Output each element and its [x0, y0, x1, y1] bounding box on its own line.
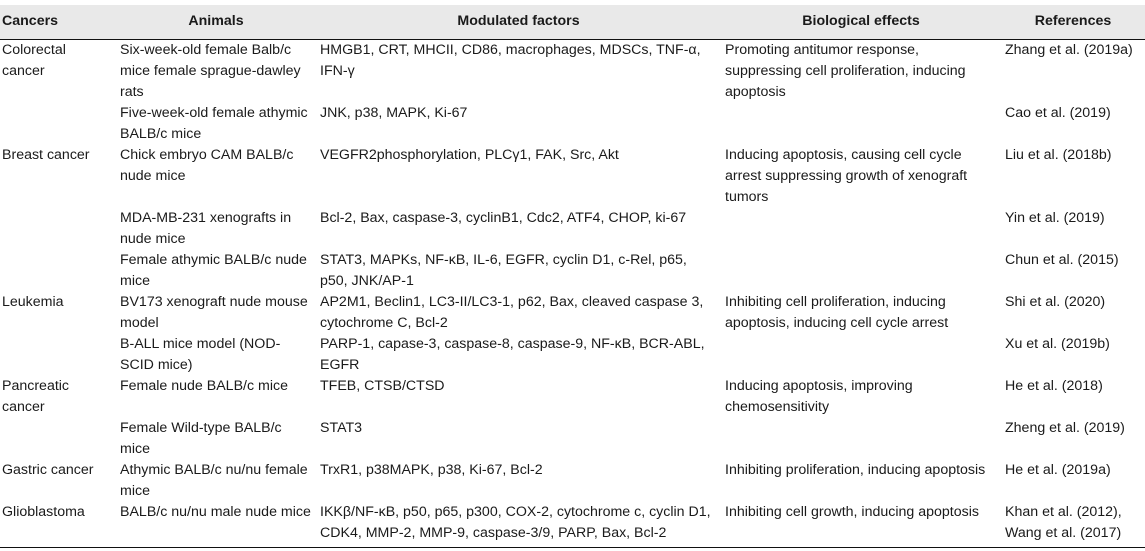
cell-factors: PARP-1, capase-3, caspase-8, caspase-9, NF-κB, BCR-ABL, EGFR — [320, 336, 705, 373]
cell-references: Shi et al. (2020) — [1005, 294, 1106, 310]
cell-animals: Female Wild-type BALB/c mice — [120, 420, 282, 457]
cell-cancer: Breast cancer — [2, 147, 90, 163]
cell-cancer — [0, 334, 116, 376]
header-cancers: Cancers — [0, 5, 116, 40]
cell-effects — [721, 208, 1001, 250]
table-row — [0, 103, 1145, 145]
header-references: References — [1001, 5, 1145, 40]
cell-cancer — [0, 208, 116, 250]
cell-references: Liu et al. (2018b) — [1005, 147, 1112, 163]
header-modulated-factors: Modulated factors — [316, 5, 721, 40]
table-row — [0, 250, 1145, 292]
cell-factors: AP2M1, Beclin1, LC3-II/LC3-1, p62, Bax, cleaved caspase 3, cytochrome C, Bcl-2 — [320, 294, 704, 331]
table-row — [0, 376, 1145, 418]
cell-animals: Chick embryo CAM BALB/c nude mice — [120, 147, 294, 184]
cell-references: Chun et al. (2015) — [1005, 252, 1119, 268]
table-row — [0, 208, 1145, 250]
cell-effects: Inducing apoptosis, improving chemosensitivity — [725, 378, 913, 415]
table-row — [0, 334, 1145, 376]
cell-references: He et al. (2019a) — [1005, 462, 1111, 478]
cell-cancer: Gastric cancer — [2, 462, 94, 478]
cell-effects: Inhibiting proliferation, inducing apoptosis — [725, 462, 986, 478]
cell-animals: B-ALL mice model (NOD-SCID mice) — [120, 336, 281, 373]
table-row — [0, 460, 1145, 502]
table-header — [0, 5, 1145, 40]
cell-cancer: Colorectal cancer — [2, 42, 66, 79]
cell-references: Yin et al. (2019) — [1005, 210, 1105, 226]
cell-cancer — [0, 418, 116, 460]
header-biological-effects: Biological effects — [721, 5, 1001, 40]
cell-effects — [721, 103, 1001, 145]
cell-animals: BV173 xenograft nude mouse model — [120, 294, 308, 331]
cell-cancer — [0, 250, 116, 292]
cell-effects — [721, 418, 1001, 460]
cell-references: Cao et al. (2019) — [1005, 105, 1111, 121]
cell-references: Xu et al. (2019b) — [1005, 336, 1110, 352]
cell-cancer: Leukemia — [2, 294, 64, 310]
cell-factors: Bcl-2, Bax, caspase-3, cyclinB1, Cdc2, ATF4, CHOP, ki-67 — [320, 210, 687, 226]
cell-references: Zheng et al. (2019) — [1005, 420, 1125, 436]
cell-factors: STAT3 — [320, 420, 363, 436]
cell-cancer — [0, 103, 116, 145]
table-row — [0, 418, 1145, 460]
cell-factors: VEGFR2phosphorylation, PLCγ1, FAK, Src, Akt — [320, 147, 619, 163]
cell-factors: HMGB1, CRT, MHCII, CD86, macrophages, MDSCs, TNF-α, IFN-γ — [320, 42, 701, 79]
cell-animals: BALB/c nu/nu male nude mice — [116, 502, 316, 548]
data-table — [0, 4, 1145, 548]
table-row — [0, 292, 1145, 334]
table-row — [0, 145, 1145, 208]
cell-references: He et al. (2018) — [1005, 378, 1103, 394]
cell-animals: Five-week-old female athymic BALB/c mice — [120, 105, 308, 142]
table-body — [0, 40, 1145, 548]
cell-cancer: Glioblastoma — [0, 502, 116, 548]
cell-factors: STAT3, MAPKs, NF-κB, IL-6, EGFR, cyclin D1, c-Rel, p65, p50, JNK/AP-1 — [320, 252, 687, 289]
cell-animals: MDA-MB-231 xenografts in nude mice — [120, 210, 292, 247]
cell-animals: Athymic BALB/c nu/nu female mice — [120, 462, 308, 499]
cell-animals: Six-week-old female Balb/c mice female sprague-dawley rats — [120, 42, 301, 100]
cell-effects — [721, 250, 1001, 292]
cell-effects: Inducing apoptosis, causing cell cycle arrest suppressing growth of xenograft tumors — [725, 147, 968, 205]
cell-factors: TFEB, CTSB/CTSD — [320, 378, 445, 394]
cell-factors: JNK, p38, MAPK, Ki-67 — [320, 105, 468, 121]
table-row — [0, 502, 1145, 548]
cell-animals: Female athymic BALB/c nude mice — [120, 252, 307, 289]
cell-effects: Inhibiting cell growth, inducing apoptosis — [721, 502, 1001, 548]
cell-references: Zhang et al. (2019a) — [1005, 42, 1133, 58]
cell-references: Khan et al. (2012), Wang et al. (2017) — [1001, 502, 1145, 548]
cell-factors: TrxR1, p38MAPK, p38, Ki-67, Bcl-2 — [320, 462, 543, 478]
header-animals: Animals — [116, 5, 316, 40]
header-row — [0, 5, 1145, 40]
cell-effects: Promoting antitumor response, suppressing cell proliferation, inducing apoptosis — [725, 42, 966, 100]
cell-effects — [721, 334, 1001, 376]
cell-animals: Female nude BALB/c mice — [120, 378, 288, 394]
table-row — [0, 40, 1145, 104]
cell-cancer: Pancreatic cancer — [2, 378, 70, 415]
cell-factors: IKKβ/NF-κB, p50, p65, p300, COX-2, cytochrome c, cyclin D1, CDK4, MMP-2, MMP-9, caspase-3/9, PARP, Bax, Bcl-2 — [316, 502, 721, 548]
cell-effects: Inhibiting cell proliferation, inducing apoptosis, inducing cell cycle arrest — [725, 294, 949, 331]
